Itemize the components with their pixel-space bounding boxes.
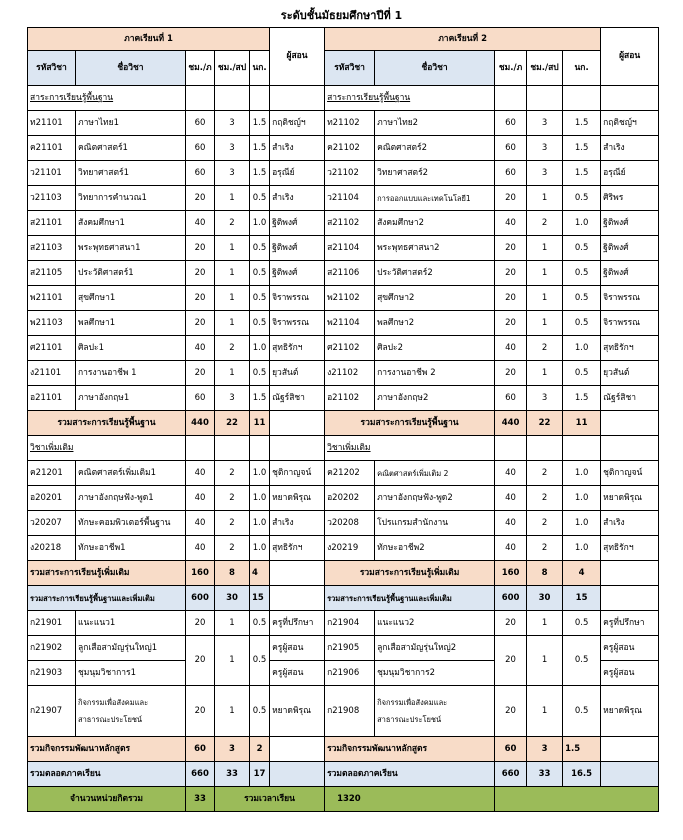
table-row: ท21101 ภาษาไทย1 60 3 1.5 กฤติชญ์ฯ ท21102 ภาษาไทย2 60 3 1.5 กฤติชญ์ฯ (28, 111, 659, 136)
table-row: ส21105 ประวัติศาสตร์1 20 1 0.5 ฐิติพงศ์ ส21106 ประวัติศาสตร์2 20 1 0.5 ฐิติพงศ์ (28, 261, 659, 286)
table-row: ว20207 ทักษะคอมพิวเตอร์พื้นฐาน 40 2 1.0 สำเริง ว20208 โปรแกรมสำนักงาน 40 2 1.0 สำเริง (28, 511, 659, 536)
extra-heading-1: วิชาเพิ่มเติม (28, 436, 186, 461)
basic-total-label: รวมสาระการเรียนรู้พื้นฐาน (28, 411, 186, 436)
total-units-value: 33 (186, 787, 215, 812)
grand-total-row: รวมตลอดภาคเรียน 660 33 17 รวมตลอดภาคเรียน 660 33 16.5 (28, 762, 659, 787)
extra-total-row: รวมสาระการเรียนรู้เพิ่มเติม 160 8 4 รวมสาระการเรียนรู้เพิ่มเติม 160 8 4 (28, 561, 659, 586)
activity-total-label: รวมกิจกรรมพัฒนาหลักสูตร (28, 737, 186, 762)
table-row: ก21901 แนะแนว1 20 1 0.5 ครูที่ปรึกษา ก21904 แนะแนว2 20 1 0.5 ครูที่ปรึกษา (28, 611, 659, 636)
semester-header-row (28, 28, 659, 51)
hours-col-header: ชม./ภ (186, 51, 215, 86)
curriculum-table (27, 27, 659, 812)
teacher-col-header-1: ผู้สอน (270, 28, 325, 86)
table-row: อ20201 ภาษาอังกฤษฟัง-พูด1 40 2 1.0 หยาดพิรุณ อ20202 ภาษาอังกฤษฟัง-พูด2 40 2 1.0 หยาดพิรุณ (28, 486, 659, 511)
table-row: ศ21101 ศิลปะ1 40 2 1.0 สุทธิรักฯ ศ21102 ศิลปะ2 40 2 1.0 สุทธิรักฯ (28, 336, 659, 361)
table-row: อ21101 ภาษาอังกฤษ1 60 3 1.5 ณัฐร์สิชา อ21102 ภาษาอังกฤษ2 60 3 1.5 ณัฐร์สิชา (28, 386, 659, 411)
table-row: ก21902 ลูกเสือสามัญรุ่นใหญ่1 20 1 0.5 ครูผู้สอน ก21905 ลูกเสือสามัญรุ่นใหญ่2 20 1 0.5 ครูผู้สอน (28, 636, 659, 661)
credit-col-header: นก. (250, 51, 270, 86)
extra-heading-2: วิชาเพิ่มเติม (325, 436, 495, 461)
combined-total-row: รวมสาระการเรียนรู้พื้นฐานและเพิ่มเติม 600 30 15 รวมสาระการเรียนรู้พื้นฐานและเพิ่มเติม 600 30 15 (28, 586, 659, 611)
total-time-label: รวมเวลาเรียน (215, 787, 325, 812)
combined-total-label: รวมสาระการเรียนรู้พื้นฐานและเพิ่มเติม (28, 586, 186, 611)
total-units-label: จำนวนหน่วยกิตรวม (28, 787, 186, 812)
table-row: ว21103 วิทยาการคำนวณ1 20 1 0.5 สำเริง ว21104 การออกแบบและเทคโนโลยี1 20 1 0.5 ศิริพร (28, 186, 659, 211)
table-row: ง20218 ทักษะอาชีพ1 40 2 1.0 สุทธิรักฯ ง20219 ทักษะอาชีพ2 40 2 1.0 สุทธิรักฯ (28, 536, 659, 561)
table-body (28, 28, 659, 812)
table-row: ง21101 การงานอาชีพ 1 20 1 0.5 ยุวสันต์ ง21102 การงานอาชีพ 2 20 1 0.5 ยุวสันต์ (28, 361, 659, 386)
table-row: ก21903 ชุมนุมวิชาการ1 ครูผู้สอน ก21906 ชุมนุมวิชาการ2 ครูผู้สอน (28, 661, 659, 686)
extra-total-label: รวมสาระการเรียนรู้เพิ่มเติม (28, 561, 186, 586)
basic-heading-1: สาระการเรียนรู้พื้นฐาน (28, 86, 186, 111)
table-row: ค21101 คณิตศาสตร์1 60 3 1.5 สำเริง ค21102 คณิตศาสตร์2 60 3 1.5 สำเริง (28, 136, 659, 161)
table-row: ส21103 พระพุทธศาสนา1 20 1 0.5 ฐิติพงศ์ ส21104 พระพุทธศาสนา2 20 1 0.5 ฐิติพงศ์ (28, 236, 659, 261)
grand-total-label: รวมตลอดภาคเรียน (28, 762, 186, 787)
semester2-header: ภาคเรียนที่ 2 (325, 28, 601, 51)
name-col-header: ชื่อวิชา (76, 51, 186, 86)
basic-total-row: รวมสาระการเรียนรู้พื้นฐาน 440 22 11 รวมสาระการเรียนรู้พื้นฐาน 440 22 11 (28, 411, 659, 436)
table-row: ว21101 วิทยาศาสตร์1 60 3 1.5 อรุณีย์ ว21102 วิทยาศาสตร์2 60 3 1.5 อรุณีย์ (28, 161, 659, 186)
table-row: พ21103 พลศึกษา1 20 1 0.5 จิราพรรณ พ21104 พลศึกษา2 20 1 0.5 จิราพรรณ (28, 311, 659, 336)
footer-row (28, 787, 659, 812)
total-time-value: 1320 (325, 787, 495, 812)
column-header-row (28, 51, 659, 86)
code-col-header: รหัสวิชา (325, 51, 375, 86)
hpw-col-header: ชม./สป (527, 51, 563, 86)
name-col-header: ชื่อวิชา (375, 51, 495, 86)
basic-heading-2: สาระการเรียนรู้พื้นฐาน (325, 86, 495, 111)
activity-total-row: รวมกิจกรรมพัฒนาหลักสูตร 60 3 2 รวมกิจกรรมพัฒนาหลักสูตร 60 3 1.5 (28, 737, 659, 762)
teacher-col-header-2: ผู้สอน (601, 28, 659, 86)
credit-col-header: นก. (563, 51, 601, 86)
page-title: ระดับชั้นมัธยมศึกษาปีที่ 1 (280, 9, 403, 22)
semester1-header: ภาคเรียนที่ 1 (28, 28, 270, 51)
table-row: ก21907 กิจกรรมเพื่อสังคมและ สาธารณะประโยชน์ 20 1 0.5 หยาดพิรุณ ก21908 กิจกรรมเพื่อสังคมและ สาธารณะประโยชน์ 20 1 0.5 หยาดพิรุณ (28, 686, 659, 737)
table-row: พ21101 สุขศึกษา1 20 1 0.5 จิราพรรณ พ21102 สุขศึกษา2 20 1 0.5 จิราพรรณ (28, 286, 659, 311)
section-heading-row (28, 86, 659, 111)
section-heading-row (28, 436, 659, 461)
table-row: ส21101 สังคมศึกษา1 40 2 1.0 ฐิติพงศ์ ส21102 สังคมศึกษา2 40 2 1.0 ฐิติพงศ์ (28, 211, 659, 236)
table-row: ค21201 คณิตศาสตร์เพิ่มเติม1 40 2 1.0 ชุติกาญจน์ ค21202 คณิตศาสตร์เพิ่มเติม 2 40 2 1.0 ชุติกาญจน์ (28, 461, 659, 486)
hpw-col-header: ชม./สป (215, 51, 250, 86)
code-col-header: รหัสวิชา (28, 51, 76, 86)
hours-col-header: ชม./ภ (495, 51, 527, 86)
